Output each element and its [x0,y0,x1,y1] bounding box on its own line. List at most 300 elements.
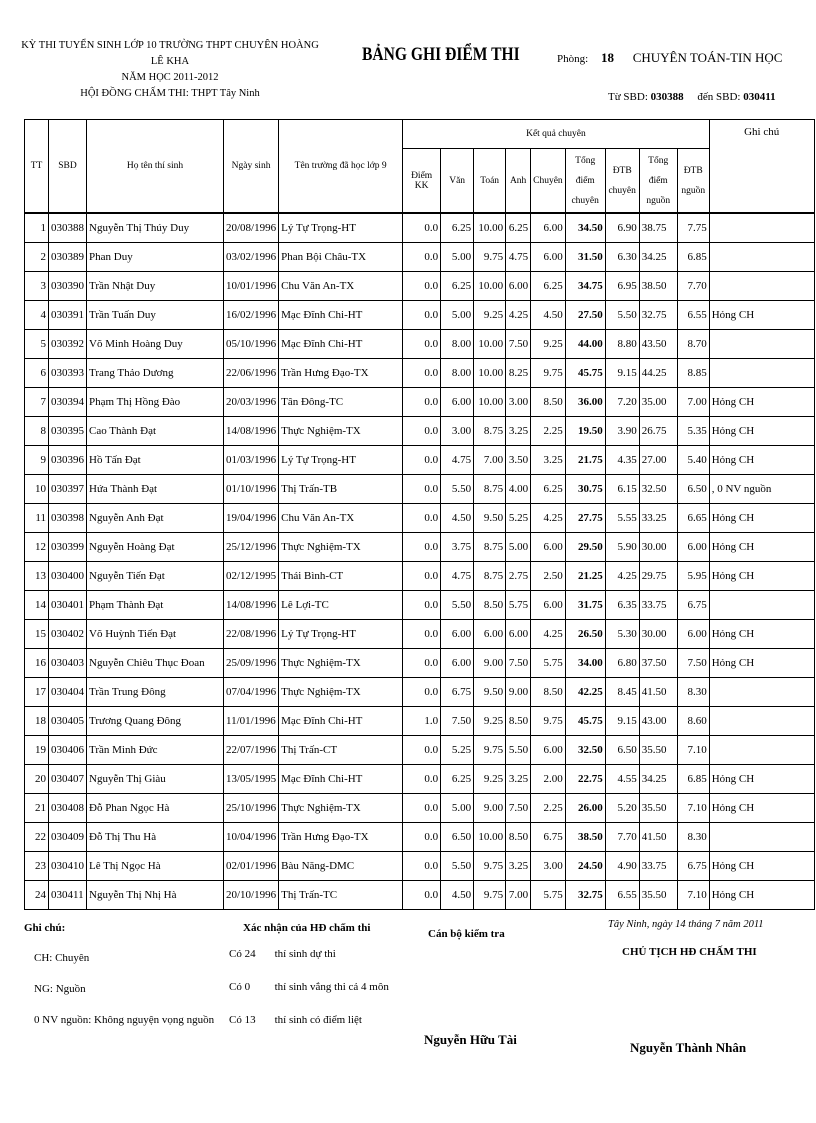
table-row [25,707,815,736]
cell-name: Nguyễn Anh Đạt [87,504,224,533]
cell-kk: 0.0 [403,417,441,446]
cell-dn: 5.95 [677,562,709,591]
cell-tt: 15 [25,620,49,649]
cell-dob: 25/10/1996 [224,794,279,823]
cell-tn: 38.75 [639,213,677,243]
cell-sbd: 030392 [49,330,87,359]
cell-chuyen: 2.25 [531,417,566,446]
cell-dc: 8.80 [605,330,639,359]
cell-dn: 7.10 [677,881,709,910]
table-row [25,881,815,910]
cell-dn: 6.00 [677,620,709,649]
note-ch: CH: Chuyên [34,952,90,964]
cell-van: 5.50 [441,591,474,620]
cell-dob: 03/02/1996 [224,243,279,272]
cell-school: Thực Nghiệm-TX [279,649,403,678]
cell-tc: 26.50 [565,620,605,649]
cell-kk: 1.0 [403,707,441,736]
cell-tn: 30.00 [639,533,677,562]
cell-tt: 23 [25,852,49,881]
cell-school: Mạc Đĩnh Chi-HT [279,301,403,330]
cell-anh: 8.25 [506,359,531,388]
cell-tt: 6 [25,359,49,388]
cell-note [709,359,814,388]
cell-dn: 6.55 [677,301,709,330]
cell-dc: 6.90 [605,213,639,243]
cell-dob: 20/08/1996 [224,213,279,243]
cell-school: Trần Hưng Đạo-TX [279,359,403,388]
cell-van: 4.50 [441,881,474,910]
cell-dob: 14/08/1996 [224,417,279,446]
cell-dob: 13/05/1995 [224,765,279,794]
table-row [25,649,815,678]
cell-tc: 27.50 [565,301,605,330]
cell-school: Lý Tự Trọng-HT [279,446,403,475]
cell-chuyen: 2.50 [531,562,566,591]
cell-school: Chu Văn An-TX [279,504,403,533]
cell-school: Mạc Đĩnh Chi-HT [279,707,403,736]
col-dob: Ngày sinh [224,120,279,214]
col-total-chuyen: Tổng điểm chuyên [565,149,605,214]
cell-kk: 0.0 [403,475,441,504]
from-label: Từ SBD: [608,91,648,103]
cell-tn: 44.25 [639,359,677,388]
cell-note: Hỏng CH [709,388,814,417]
cell-note [709,213,814,243]
cell-chuyen: 3.25 [531,446,566,475]
cell-note [709,736,814,765]
cell-dn: 7.75 [677,213,709,243]
cell-note: Hỏng CH [709,301,814,330]
cell-name: Nguyễn Thị Nhị Hà [87,881,224,910]
cell-chuyen: 9.75 [531,707,566,736]
cell-dc: 9.15 [605,707,639,736]
cell-dn: 6.85 [677,765,709,794]
cell-tc: 30.75 [565,475,605,504]
header-left [20,38,320,102]
cell-chuyen: 8.50 [531,388,566,417]
cell-anh: 6.00 [506,620,531,649]
cell-dn: 6.75 [677,852,709,881]
room-label: Phòng: [557,53,589,65]
cell-sbd: 030393 [49,359,87,388]
cell-tt: 9 [25,446,49,475]
table-row [25,504,815,533]
cell-dob: 14/08/1996 [224,591,279,620]
confirm-text: thí sinh có điểm liệt [274,1014,362,1026]
cell-dob: 02/12/1995 [224,562,279,591]
table-row [25,852,815,881]
table-row [25,243,815,272]
score-table [24,119,815,910]
cell-tt: 18 [25,707,49,736]
cell-note [709,330,814,359]
cell-van: 4.75 [441,562,474,591]
cell-kk: 0.0 [403,446,441,475]
to-value: 030411 [743,91,776,103]
exam-line: KỲ THI TUYỂN SINH LỚP 10 TRƯỜNG THPT CHUYÊN HOÀNG LÊ KHA [21,40,319,67]
col-results-group: Kết quả chuyên [403,120,710,149]
cell-tt: 5 [25,330,49,359]
cell-dc: 6.55 [605,881,639,910]
cell-tn: 43.00 [639,707,677,736]
cell-kk: 0.0 [403,678,441,707]
table-row [25,272,815,301]
cell-kk: 0.0 [403,301,441,330]
cell-dob: 01/03/1996 [224,446,279,475]
cell-toan: 6.00 [474,620,506,649]
cell-dn: 5.40 [677,446,709,475]
cell-tn: 43.50 [639,330,677,359]
cell-dn: 6.75 [677,591,709,620]
council-line: HỘI ĐỒNG CHẤM THI: THPT Tây Ninh [80,88,260,99]
cell-tc: 22.75 [565,765,605,794]
cell-kk: 0.0 [403,852,441,881]
cell-sbd: 030400 [49,562,87,591]
cell-chuyen: 6.00 [531,736,566,765]
cell-school: Thị Trấn-TB [279,475,403,504]
cell-van: 6.25 [441,272,474,301]
cell-dc: 7.20 [605,388,639,417]
cell-dob: 25/12/1996 [224,533,279,562]
cell-kk: 0.0 [403,591,441,620]
confirm-prefix: Có [229,948,242,960]
cell-dob: 10/01/1996 [224,272,279,301]
cell-dn: 6.00 [677,533,709,562]
cell-sbd: 030399 [49,533,87,562]
room-number: 18 [600,50,614,65]
table-row [25,359,815,388]
cell-anh: 8.50 [506,707,531,736]
cell-tc: 32.75 [565,881,605,910]
cell-name: Nguyễn Thị Thúy Duy [87,213,224,243]
cell-sbd: 030396 [49,446,87,475]
cell-dn: 7.10 [677,794,709,823]
cell-anh: 3.00 [506,388,531,417]
cell-name: Lê Thị Ngọc Hà [87,852,224,881]
cell-anh: 6.25 [506,213,531,243]
cell-van: 6.00 [441,620,474,649]
cell-toan: 10.00 [474,823,506,852]
cell-school: Thực Nghiệm-TX [279,678,403,707]
cell-toan: 9.00 [474,649,506,678]
cell-kk: 0.0 [403,388,441,417]
cell-tn: 35.50 [639,794,677,823]
cell-tc: 27.75 [565,504,605,533]
cell-van: 5.00 [441,243,474,272]
cell-tn: 32.75 [639,301,677,330]
cell-anh: 3.25 [506,852,531,881]
cell-tc: 34.50 [565,213,605,243]
cell-sbd: 030408 [49,794,87,823]
cell-anh: 8.50 [506,823,531,852]
cell-van: 5.00 [441,301,474,330]
cell-note: Hỏng CH [709,765,814,794]
col-chuyen: Chuyên [531,149,566,214]
cell-chuyen: 6.00 [531,591,566,620]
cell-school: Phan Bội Châu-TX [279,243,403,272]
cell-kk: 0.0 [403,765,441,794]
cell-anh: 4.25 [506,301,531,330]
cell-dn: 8.30 [677,823,709,852]
cell-toan: 8.75 [474,475,506,504]
cell-tn: 41.50 [639,678,677,707]
note-nv: 0 NV nguồn: Không nguyện vọng nguồn [34,1014,215,1026]
cell-sbd: 030405 [49,707,87,736]
table-row [25,388,815,417]
cell-dob: 22/08/1996 [224,620,279,649]
cell-chuyen: 9.75 [531,359,566,388]
cell-tc: 31.50 [565,243,605,272]
confirm-line [229,1014,362,1026]
cell-chuyen: 6.00 [531,533,566,562]
cell-note: Hỏng CH [709,881,814,910]
cell-school: Trần Hưng Đạo-TX [279,823,403,852]
cell-dc: 6.35 [605,591,639,620]
cell-note [709,707,814,736]
cell-anh: 3.25 [506,765,531,794]
cell-dc: 8.45 [605,678,639,707]
cell-tc: 26.00 [565,794,605,823]
cell-school: Thực Nghiệm-TX [279,417,403,446]
cell-tn: 35.00 [639,388,677,417]
cell-tt: 1 [25,213,49,243]
col-name: Họ tên thí sinh [87,120,224,214]
cell-dob: 02/01/1996 [224,852,279,881]
cell-dc: 3.90 [605,417,639,446]
cell-dob: 05/10/1996 [224,330,279,359]
from-value: 030388 [650,91,684,103]
cell-tc: 31.75 [565,591,605,620]
cell-tc: 21.25 [565,562,605,591]
cell-name: Nguyễn Chiêu Thục Đoan [87,649,224,678]
cell-sbd: 030402 [49,620,87,649]
cell-note [709,243,814,272]
cell-van: 6.25 [441,213,474,243]
cell-note: Hỏng CH [709,417,814,446]
chair-name: Nguyễn Thành Nhân [630,1040,747,1055]
cell-tc: 42.25 [565,678,605,707]
cell-note: , 0 NV nguồn [709,475,814,504]
cell-note: Hỏng CH [709,620,814,649]
cell-toan: 10.00 [474,213,506,243]
cell-van: 7.50 [441,707,474,736]
cell-tc: 44.00 [565,330,605,359]
cell-dc: 5.50 [605,301,639,330]
cell-dob: 20/03/1996 [224,388,279,417]
cell-anh: 4.00 [506,475,531,504]
cell-name: Trương Quang Đông [87,707,224,736]
notes-title: Ghi chú: [24,922,66,934]
table-row [25,736,815,765]
table-row [25,794,815,823]
cell-van: 4.75 [441,446,474,475]
table-row [25,765,815,794]
cell-toan: 8.75 [474,533,506,562]
cell-dc: 5.20 [605,794,639,823]
cell-chuyen: 2.00 [531,765,566,794]
inspector-name: Nguyễn Hữu Tài [424,1032,517,1047]
cell-name: Nguyễn Hoàng Đạt [87,533,224,562]
cell-dn: 8.60 [677,707,709,736]
col-tt: TT [25,120,49,214]
table-body [25,213,815,910]
cell-chuyen: 6.25 [531,475,566,504]
cell-kk: 0.0 [403,359,441,388]
cell-van: 5.00 [441,794,474,823]
cell-tn: 35.50 [639,881,677,910]
cell-chuyen: 2.25 [531,794,566,823]
cell-school: Tân Đông-TC [279,388,403,417]
table-row [25,475,815,504]
cell-name: Trần Tuấn Duy [87,301,224,330]
table-row [25,213,815,243]
cell-school: Thực Nghiệm-TX [279,533,403,562]
cell-school: Thực Nghiệm-TX [279,794,403,823]
cell-kk: 0.0 [403,562,441,591]
cell-chuyen: 6.00 [531,243,566,272]
cell-tt: 8 [25,417,49,446]
confirm-title: Xác nhận của HĐ chấm thi [243,922,371,934]
cell-dob: 22/06/1996 [224,359,279,388]
cell-toan: 9.25 [474,301,506,330]
cell-dc: 6.50 [605,736,639,765]
cell-school: Mạc Đĩnh Chi-HT [279,330,403,359]
cell-dn: 6.50 [677,475,709,504]
cell-kk: 0.0 [403,243,441,272]
col-kk: Điểm KK [403,149,441,214]
cell-name: Phan Duy [87,243,224,272]
table-row [25,301,815,330]
cell-tc: 34.75 [565,272,605,301]
cell-tn: 29.75 [639,562,677,591]
cell-tn: 33.75 [639,852,677,881]
cell-toan: 10.00 [474,330,506,359]
cell-name: Trang Thảo Dương [87,359,224,388]
cell-van: 4.50 [441,504,474,533]
cell-dc: 4.35 [605,446,639,475]
col-van: Văn [441,149,474,214]
cell-tn: 26.75 [639,417,677,446]
cell-toan: 9.75 [474,881,506,910]
cell-dn: 7.50 [677,649,709,678]
room-info [557,50,782,66]
cell-van: 8.00 [441,359,474,388]
cell-toan: 9.25 [474,707,506,736]
cell-van: 3.00 [441,417,474,446]
cell-anh: 5.25 [506,504,531,533]
cell-tc: 38.50 [565,823,605,852]
table-row [25,620,815,649]
confirm-count: 0 [244,981,251,993]
cell-van: 6.75 [441,678,474,707]
cell-tt: 3 [25,272,49,301]
cell-sbd: 030410 [49,852,87,881]
cell-anh: 4.75 [506,243,531,272]
cell-dc: 4.55 [605,765,639,794]
cell-dob: 22/07/1996 [224,736,279,765]
col-anh: Anh [506,149,531,214]
confirm-text: thí sinh dự thi [274,948,336,960]
cell-name: Nguyễn Thị Giàu [87,765,224,794]
col-total-nguon: Tổng điểm nguồn [639,149,677,214]
cell-dob: 10/04/1996 [224,823,279,852]
cell-tn: 32.50 [639,475,677,504]
cell-tt: 14 [25,591,49,620]
room-subject: CHUYÊN TOÁN-TIN HỌC [632,50,783,65]
cell-name: Đỗ Phan Ngọc Hà [87,794,224,823]
cell-note [709,678,814,707]
cell-tt: 21 [25,794,49,823]
cell-tn: 30.00 [639,620,677,649]
cell-toan: 9.75 [474,736,506,765]
cell-name: Võ Minh Hoàng Duy [87,330,224,359]
cell-dc: 7.70 [605,823,639,852]
cell-note: Hỏng CH [709,533,814,562]
cell-anh: 2.75 [506,562,531,591]
cell-toan: 9.25 [474,765,506,794]
inspector-title: Cán bộ kiểm tra [428,928,505,940]
cell-toan: 9.50 [474,678,506,707]
cell-van: 5.50 [441,475,474,504]
table-row [25,562,815,591]
cell-sbd: 030406 [49,736,87,765]
cell-dc: 4.90 [605,852,639,881]
cell-kk: 0.0 [403,533,441,562]
cell-dob: 20/10/1996 [224,881,279,910]
cell-chuyen: 6.00 [531,213,566,243]
cell-chuyen: 3.00 [531,852,566,881]
cell-anh: 6.00 [506,272,531,301]
cell-anh: 5.00 [506,533,531,562]
cell-name: Võ Huỳnh Tiến Đạt [87,620,224,649]
cell-name: Phạm Thành Đạt [87,591,224,620]
cell-sbd: 030403 [49,649,87,678]
confirm-prefix: Có [229,1014,242,1026]
cell-name: Đỗ Thị Thu Hà [87,823,224,852]
col-school: Tên trường đã học lớp 9 [279,120,403,214]
cell-name: Cao Thành Đạt [87,417,224,446]
cell-anh: 7.50 [506,330,531,359]
cell-dn: 5.35 [677,417,709,446]
confirm-line [229,948,336,960]
cell-chuyen: 8.50 [531,678,566,707]
cell-dob: 11/01/1996 [224,707,279,736]
cell-tt: 12 [25,533,49,562]
cell-dc: 4.25 [605,562,639,591]
cell-tn: 34.25 [639,765,677,794]
table-row [25,823,815,852]
cell-name: Trần Nhật Duy [87,272,224,301]
cell-tn: 35.50 [639,736,677,765]
table-row [25,533,815,562]
cell-note [709,823,814,852]
cell-name: Nguyễn Tiến Đạt [87,562,224,591]
confirm-text: thí sinh vắng thi cả 4 môn [274,981,389,993]
cell-school: Bàu Năng-DMC [279,852,403,881]
confirm-line [229,981,389,993]
cell-anh: 9.00 [506,678,531,707]
cell-tn: 41.50 [639,823,677,852]
to-label: đến SBD: [697,91,741,103]
cell-note: Hỏng CH [709,852,814,881]
cell-sbd: 030394 [49,388,87,417]
cell-toan: 8.50 [474,591,506,620]
cell-tc: 29.50 [565,533,605,562]
col-dtb-chuyen: ĐTB chuyên [605,149,639,214]
cell-van: 6.00 [441,649,474,678]
cell-tt: 19 [25,736,49,765]
